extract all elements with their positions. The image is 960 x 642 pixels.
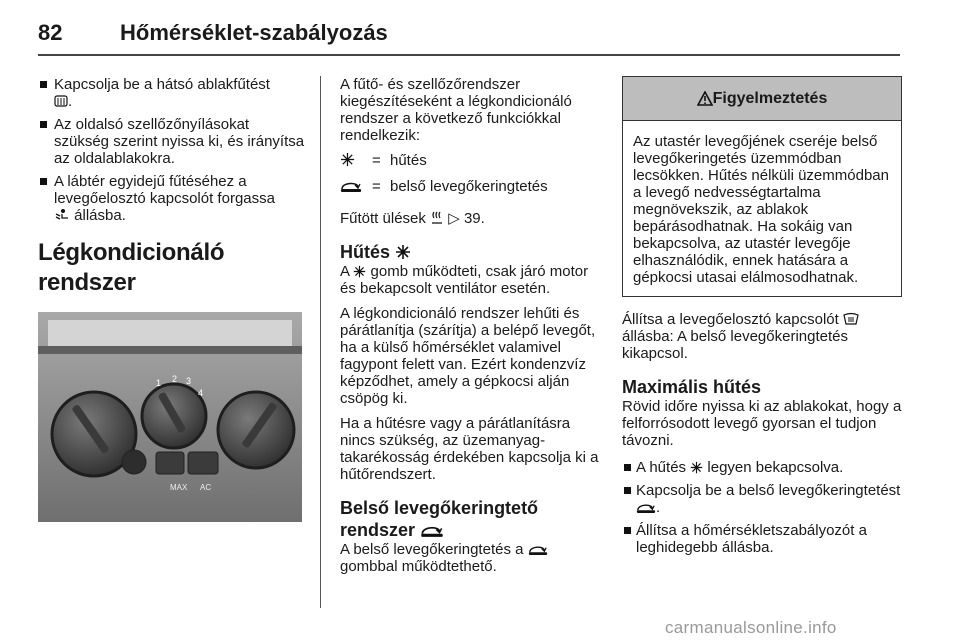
climate-panel-illustration xyxy=(38,312,302,522)
recirculation-icon xyxy=(420,523,444,538)
page-reference-arrow-icon: ▷ xyxy=(448,210,460,227)
rear-window-heater-icon xyxy=(54,94,68,108)
cooling-paragraph-1: A gomb működteti, csak járó motor és bekapcsolt ventilátor esetén. xyxy=(340,263,589,297)
max-cooling-intro: Rövid időre nyissa ki az ablakokat, hogy a felforrósodott levegő gyorsan el tudjon távozni. xyxy=(622,398,902,449)
page-number: 82 xyxy=(38,20,63,45)
list-item: Kapcsolja be a hátsó ablakfűtést . xyxy=(38,76,308,110)
cooling-paragraph-3: Ha a hűtésre vagy a párátlanításra nincs szükség, az üzemanyag-takarékosság érdekében kapcsolja ki a hűtőrendszert. xyxy=(340,415,599,483)
list-item: A lábtér egyidejű fűtéséhez a levegőelosztó kapcsolót forgassa állásba. xyxy=(38,173,308,224)
equals-sign: = xyxy=(372,178,381,195)
column-1 xyxy=(38,76,308,522)
fan-level-4-label: 4 xyxy=(198,388,204,398)
windscreen-defrost-icon xyxy=(843,312,859,326)
cooling-heading: Hűtés xyxy=(340,241,606,263)
list-item: Kapcsolja be a belső levegőkeringtetést . xyxy=(622,482,902,516)
page-header xyxy=(38,16,900,56)
recirculation-icon xyxy=(340,179,362,193)
fan-level-1-label: 1 xyxy=(156,378,162,388)
column-divider-1 xyxy=(320,76,321,608)
max-cooling-list xyxy=(622,459,902,556)
ac-label: AC xyxy=(200,483,212,492)
warning-header xyxy=(623,77,901,121)
recirculation-icon xyxy=(636,501,656,514)
recirculation-heading: Belső levegőkeringtető rendszer xyxy=(340,498,539,540)
definition-text: belső levegőkeringtetés xyxy=(390,178,548,195)
recirculation-paragraph: A belső levegőkeringtetés a gombbal működtethető. xyxy=(340,541,606,575)
watermark: carmanualsonline.info xyxy=(665,618,837,637)
column-2 xyxy=(340,76,606,575)
recirculation-icon xyxy=(528,543,548,556)
equals-sign: = xyxy=(372,152,381,169)
snowflake-icon xyxy=(690,461,703,474)
heated-seats-ref: Fűtött ülések ▷ 39. xyxy=(340,210,485,227)
snowflake-icon xyxy=(340,152,355,167)
definition-row-recirc xyxy=(340,178,606,196)
distribution-paragraph: Állítsa a levegőelosztó kapcsolót állásba: A belső levegőkeringtetés kikapcsol. xyxy=(622,311,902,362)
definition-row-cooling xyxy=(340,152,606,170)
foot-windscreen-icon xyxy=(54,208,70,222)
warning-box xyxy=(622,76,902,297)
warning-title: Figyelmeztetés xyxy=(712,89,828,107)
fan-level-3-label: 3 xyxy=(186,376,192,386)
heated-seat-icon xyxy=(430,211,444,225)
list-item: A hűtés legyen bekapcsolva. xyxy=(622,459,902,476)
warning-triangle-icon xyxy=(697,91,713,106)
list-item: Állítsa a hőmérsékletszabályozót a leghidegebb állásba. xyxy=(622,522,902,556)
snowflake-icon xyxy=(395,244,411,260)
definition-text: hűtés xyxy=(390,152,427,169)
cooling-paragraph-2: A légkondicionáló rendszer lehűti és párátlanítja (szárítja) a belépő levegőt, ha a külső hőmérséklet valamivel fagypont felett van. Ezért kondenzvíz képződhet, amely a gépkocsi alján csöpög ki. xyxy=(340,305,596,407)
max-cooling-heading: Maximális hűtés xyxy=(622,377,762,397)
ac-intro-paragraph: A fűtő- és szellőzőrendszer kiegészítéseként a légkondicionáló rendszer a következő funkciókkal rendelkezik: xyxy=(340,76,572,144)
list-item: Az oldalsó szellőzőnyílásokat szükség szerint nyissa ki, és irányítsa az oldalablakokra. xyxy=(38,116,308,167)
instruction-list xyxy=(38,76,308,224)
max-label: MAX xyxy=(170,483,188,492)
warning-body: Az utastér levegőjének cseréje belső levegőkeringetés üzemmódban lecsökken. Hűtés nélküli üzemmódban a levegő nedvességtartalma megnövekszik, az ablakok bepárásodhatnak. Ha sokáig van bekapcsolva, az utastér levegője elhasználódik, ennek hatására a gépkocsi utasai elálmosodhatnak. xyxy=(633,133,889,286)
snowflake-icon xyxy=(353,265,366,278)
column-3 xyxy=(622,76,902,562)
fan-level-2-label: 2 xyxy=(172,374,178,384)
page-title: Hőmérséklet-szabályozás xyxy=(120,20,388,45)
climate-control-photo xyxy=(38,312,302,522)
section-heading-ac: Légkondicionáló rendszer xyxy=(38,239,225,296)
